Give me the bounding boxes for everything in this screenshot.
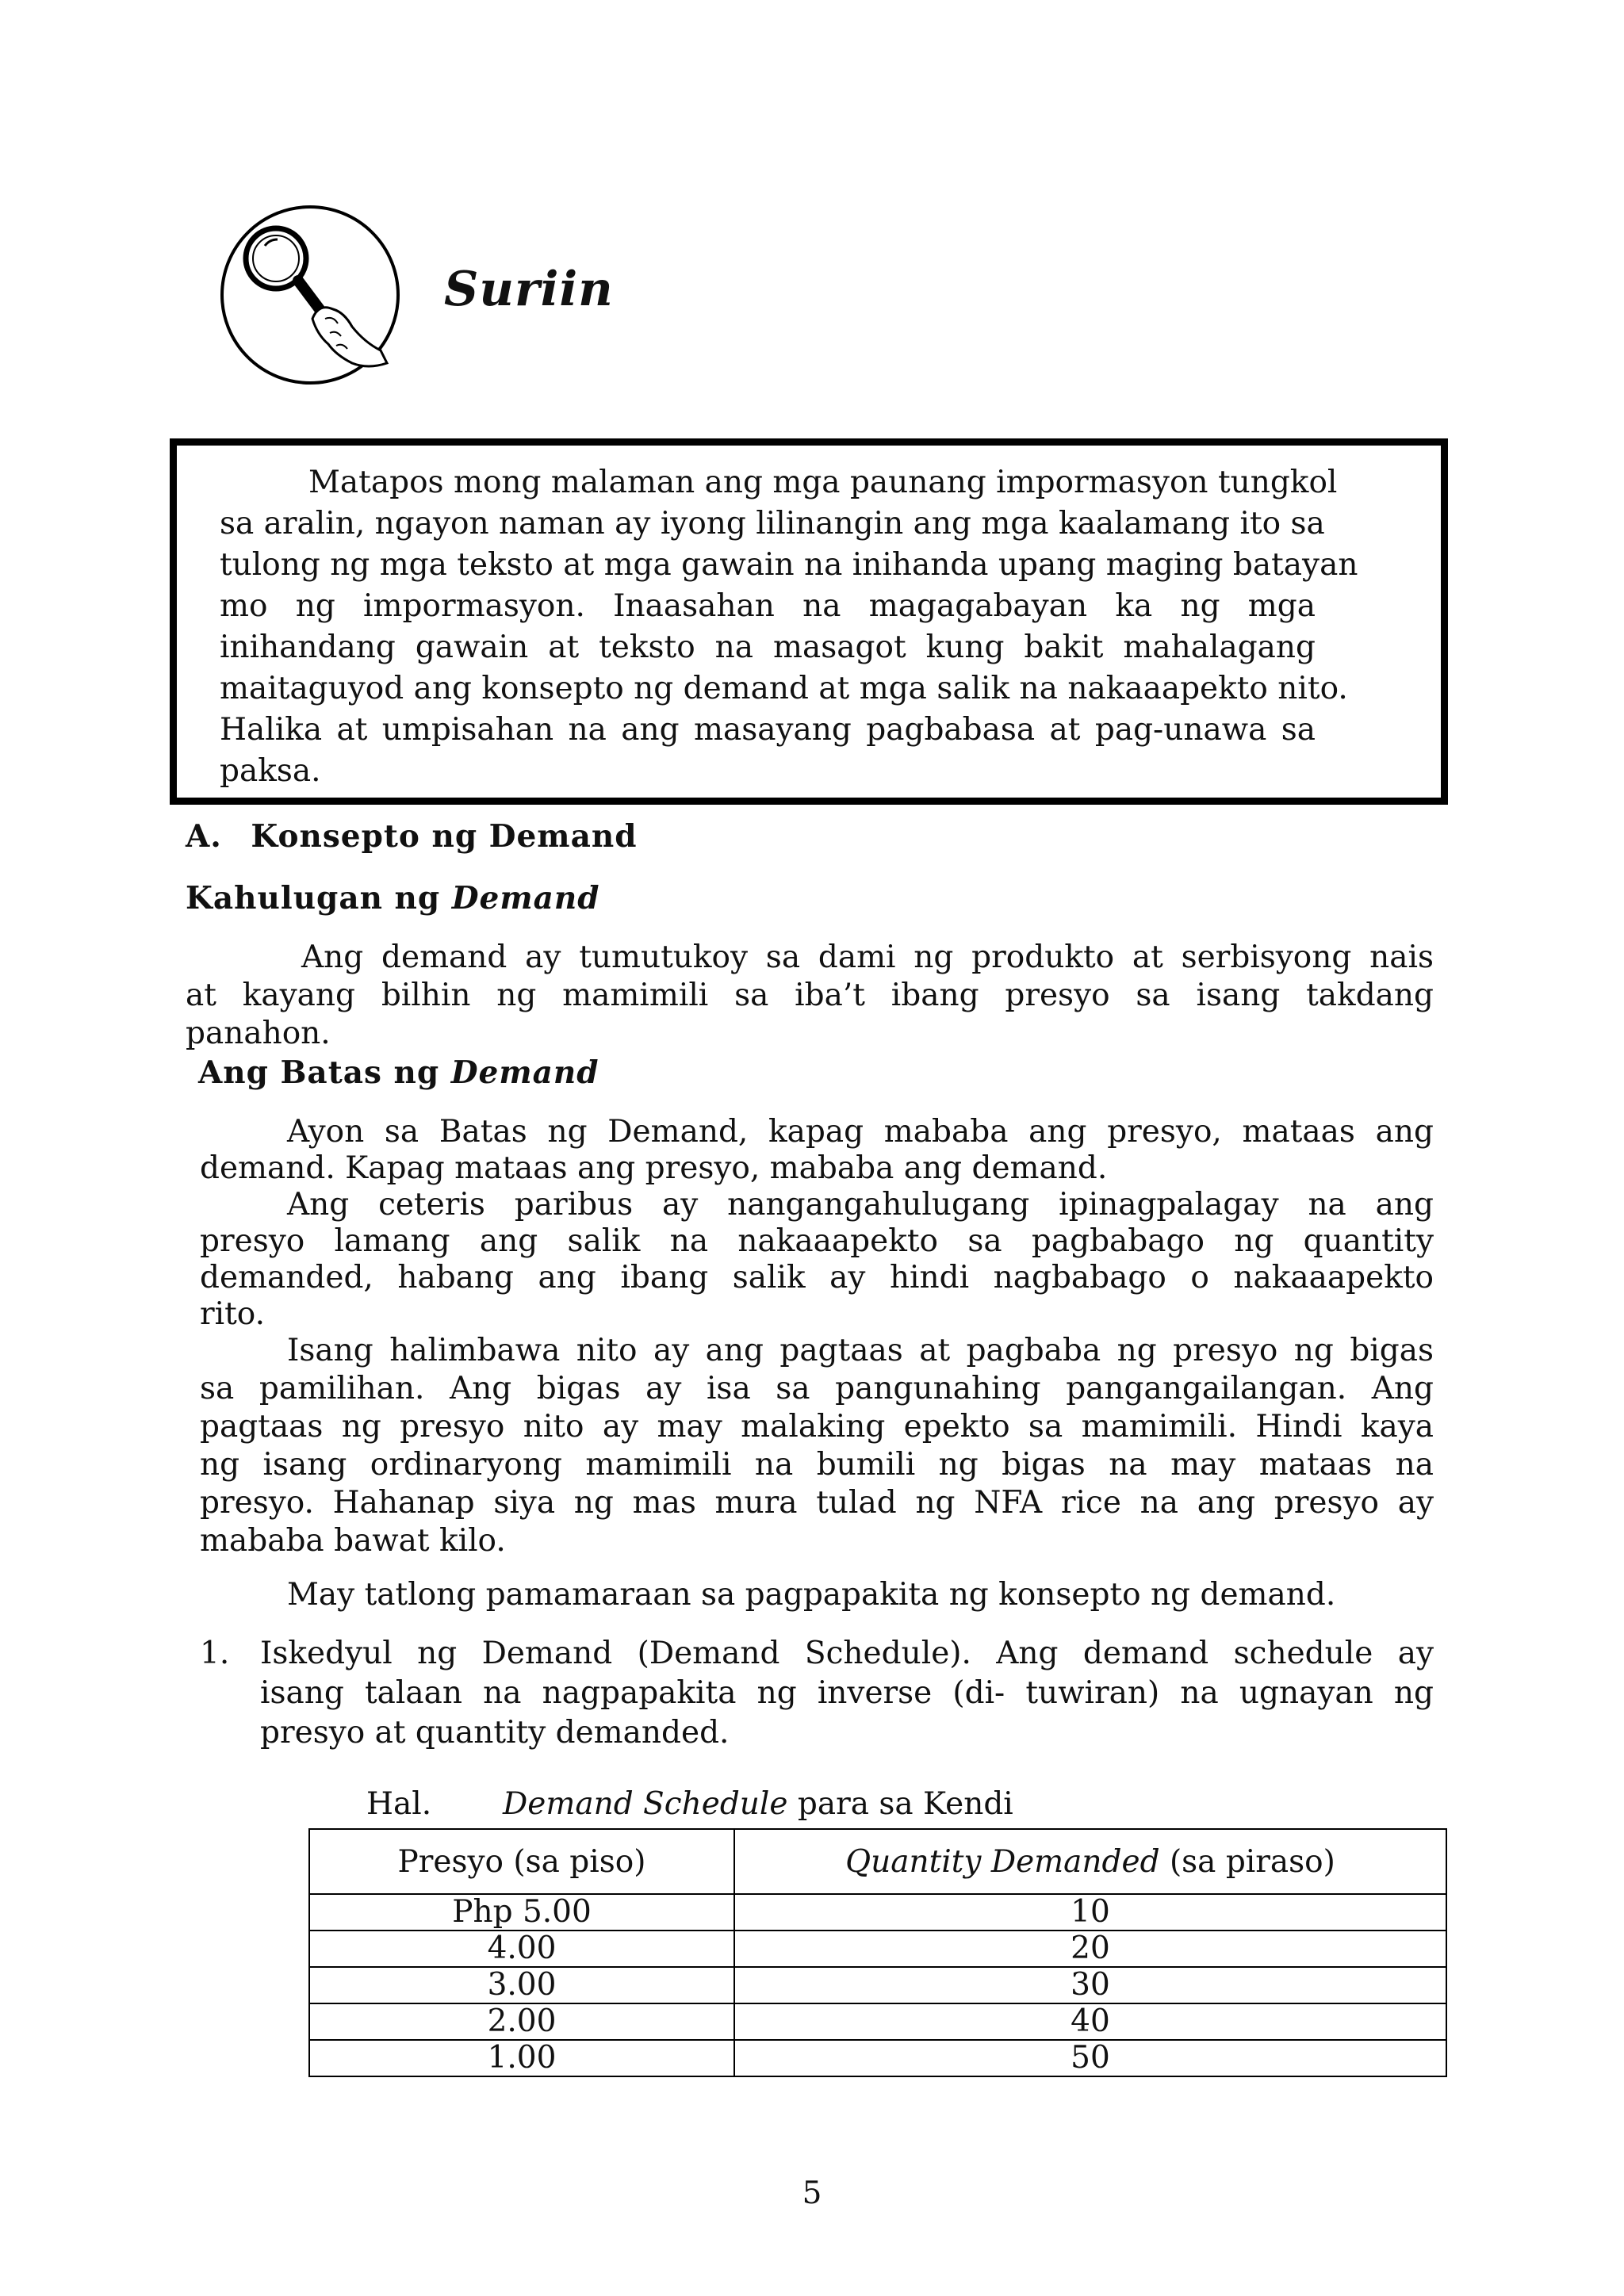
quantity-cell: 30 [734,1967,1446,2003]
section-a-title: Konsepto ng Demand [251,818,638,855]
table-row [309,2003,1446,2040]
column-header-quantity-em: Quantity Demanded [845,1843,1160,1880]
price-cell: 3.00 [309,1967,734,2003]
kahulugan-heading [186,880,600,916]
intro-line: maitaguyod ang konsepto ng demand at mga salik na nakaaapekto nito. [220,671,1348,706]
kahulugan-heading-em: Demand [451,880,600,916]
column-header-quantity [734,1829,1446,1894]
section-a-letter: A. [186,818,222,855]
batas-p2-line: presyo lamang ang salik na nakaaapekto sa pagbabago ng quantity [200,1223,1434,1259]
batas-heading-em: Demand [450,1054,599,1091]
kahulugan-heading-prefix: Kahulugan ng [186,880,452,916]
intro-line: inihandang gawain at teksto na masagot kung bakit mahalagang [220,629,1316,665]
item1-line: Iskedyul ng Demand (Demand Schedule). Ang demand schedule ay [260,1636,1434,1671]
intro-line: mo ng impormasyon. Inaasahan na magagabayan ka ng mga [220,588,1316,624]
table-caption-rest: para sa Kendi [787,1786,1013,1822]
section-title: Suriin [444,262,614,317]
intro-box [170,438,1448,805]
batas-p3-line: pagtaas ng presyo nito ay may malaking epekto sa mamimili. Hindi kaya [200,1409,1434,1445]
batas-heading [198,1054,599,1091]
batas-p2-line: Ang ceteris paribus ay nangangahulugang ipinagpalagay na ang [287,1187,1434,1223]
quantity-cell: 20 [734,1931,1446,1967]
batas-p1-line: Ayon sa Batas ng Demand, kapag mababa ang presyo, mataas ang [287,1114,1434,1150]
intro-line: paksa. [220,753,321,789]
table-header-row [309,1829,1446,1894]
item1-line: isang talaan na nagpapakita ng inverse (di- tuwiran) na ugnayan ng [260,1675,1434,1711]
batas-p3-line: sa pamilihan. Ang bigas ay isa sa pangunahing pangangailangan. Ang [200,1371,1434,1406]
demand-schedule-table [308,1828,1447,2077]
batas-p2-line: demanded, habang ang ibang salik ay hindi nagbabago o nakaaapekto [200,1260,1434,1295]
kahulugan-line: panahon. [186,1016,331,1051]
price-cell: 2.00 [309,2003,734,2040]
table-label: Hal. [366,1786,432,1822]
batas-heading-prefix: Ang Batas ng [198,1054,451,1091]
kahulugan-line: at kayang bilhin ng mamimili sa iba’t ibang presyo sa isang takdang [186,978,1434,1013]
table-caption-em: Demand Schedule [503,1786,788,1822]
batas-p4: May tatlong pamamaraan sa pagpapakita ng konsepto ng demand. [287,1577,1336,1613]
column-header-price: Presyo (sa piso) [309,1829,734,1894]
quantity-cell: 40 [734,2003,1446,2040]
magnifying-glass-hand-icon [217,200,406,392]
quantity-cell: 10 [734,1894,1446,1931]
batas-p3-line: presyo. Hahanap siya ng mas mura tulad ng NFA rice na ang presyo ay [200,1485,1434,1521]
intro-line: tulong ng mga teksto at mga gawain na inihanda upang maging batayan [220,547,1358,583]
item1-number: 1. [200,1636,230,1671]
kahulugan-line: Ang demand ay tumutukoy sa dami ng produkto at serbisyong nais [301,939,1434,975]
table-row [309,1931,1446,1967]
page-number: 5 [802,2175,822,2211]
table-caption [503,1784,1013,1825]
batas-p3-line: mababa bawat kilo. [200,1523,506,1559]
batas-p2-line: rito. [200,1296,265,1332]
price-cell: 1.00 [309,2040,734,2076]
price-cell: Php 5.00 [309,1894,734,1931]
intro-line: Halika at umpisahan na ang masayang pagbabasa at pag-unawa sa [220,712,1316,748]
item1-line: presyo at quantity demanded. [260,1715,730,1751]
batas-p3-line: Isang halimbawa nito ay ang pagtaas at pagbaba ng presyo ng bigas [287,1333,1434,1368]
column-header-quantity-rest: (sa piraso) [1159,1843,1335,1880]
table-row [309,1894,1446,1931]
table-row [309,1967,1446,2003]
intro-line: sa aralin, ngayon naman ay iyong lilinangin ang mga kaalamang ito sa [220,506,1325,541]
intro-line: Matapos mong malaman ang mga paunang impormasyon tungkol [308,465,1338,500]
price-cell: 4.00 [309,1931,734,1967]
batas-p3-line: ng isang ordinaryong mamimili na bumili ng bigas na may mataas na [200,1447,1434,1483]
section-a-heading [186,818,637,855]
table-row [309,2040,1446,2076]
quantity-cell: 50 [734,2040,1446,2076]
batas-p1-line: demand. Kapag mataas ang presyo, mababa ang demand. [200,1150,1108,1186]
